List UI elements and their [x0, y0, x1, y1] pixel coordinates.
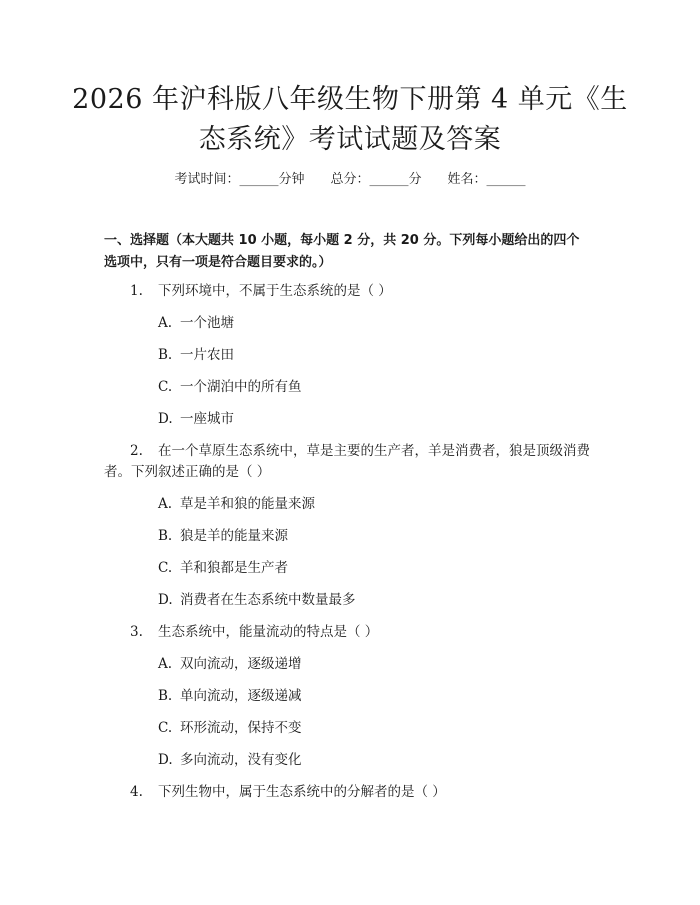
question-text: 下列环境中，不属于生态系统的是（ ）: [158, 283, 392, 299]
option-text: 环形流动，保持不变: [180, 720, 302, 736]
exam-time-field: 考试时间：______分钟: [174, 172, 305, 187]
option-text: 一座城市: [180, 411, 234, 427]
option-letter: A.: [158, 656, 173, 672]
option-letter: C.: [158, 560, 173, 576]
question-2-option-b: [158, 526, 288, 546]
option-letter: B.: [158, 688, 173, 704]
question-3-option-c: [158, 718, 302, 738]
question-3-option-d: [158, 750, 302, 770]
question-1-option-d: [158, 409, 234, 429]
option-text: 一个池塘: [180, 315, 234, 331]
question-2-continuation: 者。下列叙述正确的是（ ）: [104, 464, 271, 480]
question-text: 下列生物中，属于生态系统中的分解者的是（ ）: [158, 784, 446, 800]
question-number: 2.: [130, 443, 143, 459]
option-text: 一片农田: [180, 347, 234, 363]
option-text: 多向流动，没有变化: [180, 752, 302, 768]
option-letter: D.: [158, 411, 173, 427]
option-text: 草是羊和狼的能量来源: [180, 496, 315, 512]
option-letter: B.: [158, 528, 173, 544]
question-text: 在一个草原生态系统中，草是主要的生产者，羊是消费者，狼是顶级消费: [158, 443, 590, 459]
exam-meta-row: [0, 168, 700, 187]
question-2-option-c: [158, 558, 288, 578]
question-1-option-a: [158, 313, 234, 333]
option-text: 消费者在生态系统中数量最多: [180, 592, 356, 608]
total-score-field: 总分：______分: [330, 172, 422, 187]
option-letter: A.: [158, 315, 173, 331]
section-heading-line-2: 选项中，只有一项是符合题目要求的。）: [104, 255, 332, 270]
question-text: 生态系统中，能量流动的特点是（ ）: [158, 624, 379, 640]
option-letter: D.: [158, 752, 173, 768]
question-number: 1.: [130, 283, 143, 299]
question-number: 4.: [130, 784, 143, 800]
option-text: 双向流动，逐级递增: [180, 656, 302, 672]
option-letter: C.: [158, 720, 173, 736]
option-text: 一个湖泊中的所有鱼: [180, 379, 302, 395]
option-letter: D.: [158, 592, 173, 608]
question-2-option-a: [158, 494, 315, 514]
option-text: 单向流动，逐级递减: [180, 688, 302, 704]
question-1-option-c: [158, 377, 302, 397]
option-letter: A.: [158, 496, 173, 512]
option-text: 狼是羊的能量来源: [180, 528, 288, 544]
question-3-option-a: [158, 654, 302, 674]
question-1-option-b: [158, 345, 234, 365]
question-3-option-b: [158, 686, 302, 706]
option-letter: B.: [158, 347, 173, 363]
question-number: 3.: [130, 624, 143, 640]
option-text: 羊和狼都是生产者: [180, 560, 288, 576]
exam-title-line-2: 态系统》考试试题及答案: [198, 124, 502, 155]
exam-title-line-1: 2026 年沪科版八年级生物下册第 4 单元《生: [72, 84, 628, 115]
option-letter: C.: [158, 379, 173, 395]
student-name-field: 姓名：______: [447, 172, 526, 187]
question-2-option-d: [158, 590, 356, 610]
section-heading-line-1: 一、选择题（本大题共 10 小题，每小题 2 分，共 20 分。下列每小题给出的四个: [104, 233, 580, 248]
